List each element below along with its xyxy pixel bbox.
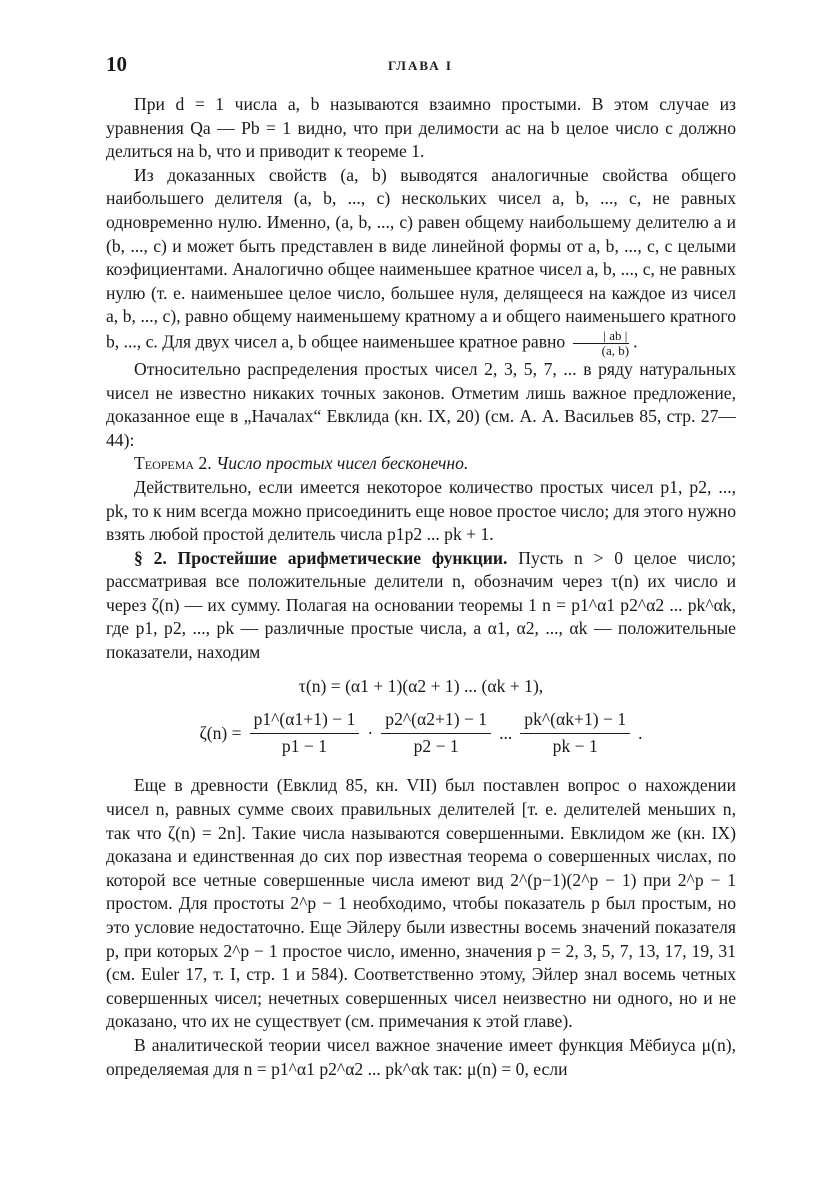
- fraction-k-den: pk − 1: [552, 735, 598, 756]
- formula-zeta: [106, 708, 736, 758]
- page-number: 10: [106, 52, 127, 76]
- paragraph-coprime: При d = 1 числа a, b называются взаимно простыми. В этом случае из уравнения Qa — Pb = 1 видно, что при делимости ac на b целое число c должно делиться на b, что и приводит к теореме 1.: [106, 94, 736, 162]
- paragraph-mobius: В аналитической теории чисел важное значение имеет функция Мёбиуса μ(n), определяемая для n = p1^α1 p2^α2 ... pk^αk так: μ(n) = 0, если: [106, 1034, 736, 1079]
- paragraph-divisors: Пусть n > 0 целое число; рассматривая все положительные делители n, обозначим через τ(n) их число и через ζ(n) — их сумму. Полагая на основании теоремы 1 n = p1^α1 p2^α2 ... pk^αk, где p1, p2, ..., pk — различные простые числа, а α1, α2, ..., αk — положительные показатели, находим: [106, 547, 737, 663]
- theorem-text: Число простых чисел бесконечно.: [216, 453, 469, 474]
- fraction-k: [520, 708, 630, 758]
- fraction-2: [381, 708, 491, 758]
- lcm-fraction: [572, 329, 631, 358]
- paragraph-gcd-lcm: Из доказанных свойств (a, b) выводятся аналогичные свойства общего наибольшего делителя (a, b, ..., c) нескольких чисел a, b, ..., c, не равных одновременно нулю. Именно, (a, b, ..., c) равен общему наибольшему делителю a и (b, ..., c) и может быть представлен в виде линейной формы от a, b, ..., c, с целыми коэфициентами. Аналогично общее наименьшее кратное чисел a, b, ..., c, не равных нулю (т. е. наименьшее целое число, большее нуля, делящееся на каждое из чисел a, b, ..., c), равно общему наименьшему кратному a и общего наименьшего кратного b, ..., c. Для двух чисел a, b общее наименьшее кратное равно $\frac{| ab |}{(a, b)}$ .: [106, 164, 736, 358]
- ellipsis: ...: [499, 722, 513, 743]
- fraction-1: [250, 708, 360, 758]
- section-title: § 2. Простейшие арифметические функции.: [134, 547, 508, 568]
- running-header: ГЛАВА I: [388, 58, 453, 73]
- section-2: [106, 547, 736, 665]
- paragraph-perfect-numbers: Еще в древности (Евклид 85, кн. VII) был поставлен вопрос о нахождении чисел n, равных сумме своих правильных делителей [т. е. делителей меньших n, так что ζ(n) = 2n]. Такие числа называются совершенными. Евклидом же (кн. IX) доказана и единственная до сих пор известная теорема о совершенных числах, по которой все четные совершенные числа имеют вид 2^(p−1)(2^p − 1) при 2^p − 1 простом. Для простоты 2^p − 1 необходимо, чтобы показатель p был простым, но это условие недостаточно. Еще Эйлеру были известны восемь значений показателя p, при которых 2^p − 1 простое число, именно, значения p = 2, 3, 5, 7, 13, 17, 19, 31 (см. Euler 17, т. I, стр. 1 и 584). Соответственно этому, Эйлер знал восемь четных совершенных чисел; нечетных совершенных чисел неизвестно ни одного, но и не доказано, что их не существует (см. примечания к этой главе).: [106, 775, 736, 1032]
- fraction-2-num: p2^(α2+1) − 1: [381, 708, 491, 734]
- lcm-fraction-den: (a, b): [601, 342, 630, 358]
- formula-zeta-lhs: ζ(n) =: [199, 722, 242, 743]
- fraction-2-den: p2 − 1: [413, 735, 459, 756]
- formula-end: .: [638, 722, 643, 743]
- theorem-label: Теорема 2.: [134, 453, 212, 474]
- theorem-2: [106, 452, 736, 476]
- fraction-1-den: p1 − 1: [281, 735, 328, 756]
- fraction-1-num: p1^(α1+1) − 1: [250, 708, 360, 734]
- formula-tau: τ(n) = (α1 + 1)(α2 + 1) ... (αk + 1),: [298, 675, 544, 696]
- body-text: [106, 93, 736, 1081]
- multiply-dot: ·: [367, 722, 374, 743]
- paragraph-gcd-lcm-text: Из доказанных свойств (a, b) выводятся аналогичные свойства общего наибольшего делителя (a, b, ..., c) нескольких чисел a, b, ..., c, не равных одновременно нулю. Именно, (a, b, ..., c) равен общему наибольшему делителю a и (b, ..., c) и может быть представлен в виде линейной формы от a, b, ..., c, с целыми коэфициентами. Аналогично общее наименьшее кратное чисел a, b, ..., c, не равных нулю (т. е. наименьшее целое число, большее нуля, делящееся на каждое из чисел a, b, ..., c), равно общему наименьшему кратному a и общего наименьшего кратного b, ..., c. Для двух чисел a, b общее наименьшее кратное равно: [106, 164, 736, 352]
- fraction-k-num: pk^(αk+1) − 1: [520, 708, 630, 734]
- paragraph-proof: Действительно, если имеется некоторое количество простых чисел p1, p2, ..., pk, то к ним всегда можно присоединить еще новое простое число; для этого нужно взять любой простой делитель числа p1p2 ... pk + 1.: [106, 476, 736, 545]
- paragraph-primes: Относительно распределения простых чисел 2, 3, 5, 7, ... в ряду натуральных чисел не известно никаких точных законов. Отметим лишь важное предложение, доказанное еще в „Началах“ Евклида (кн. IX, 20) (см. А. А. Васильев 85, стр. 27—44):: [106, 358, 736, 450]
- lcm-fraction-num: | ab |: [573, 329, 629, 344]
